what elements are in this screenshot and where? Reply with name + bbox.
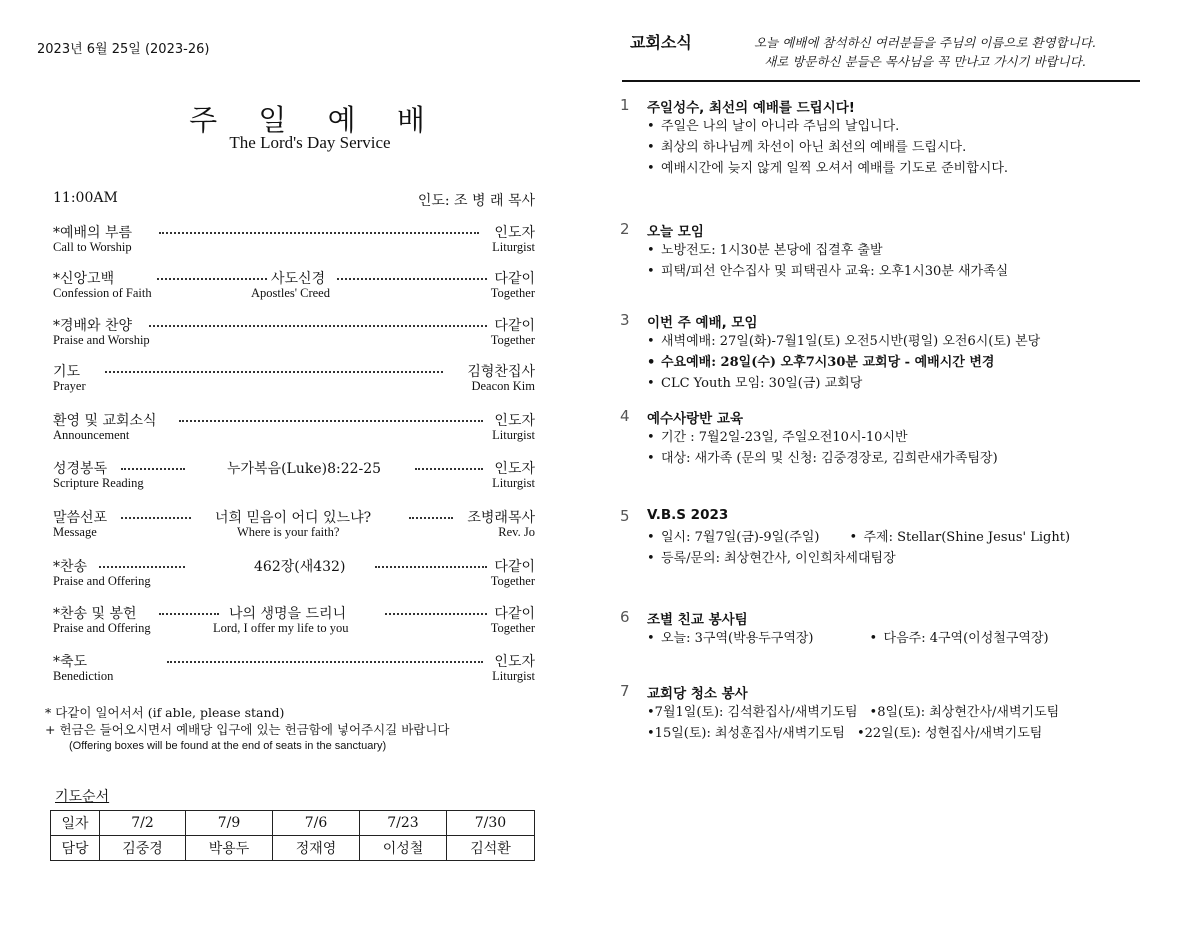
order-en: Benediction (53, 669, 114, 683)
order-mid-ko: 462장(새432) (254, 559, 346, 575)
order-ko: *찬송 및 봉헌 (53, 606, 137, 622)
order-ko: 말씀선포 (53, 510, 108, 526)
section-number: 7 (620, 682, 630, 700)
leader-dots (337, 278, 487, 280)
welcome-message (735, 33, 1115, 71)
table-cell: 김중경 (100, 836, 186, 861)
order-mid-en: Lord, I offer my life to you (213, 621, 349, 635)
section-heading: 오늘 모임 (647, 224, 704, 240)
table-cell: 박용두 (186, 836, 273, 861)
list-item: • 대상: 새가족 (문의 및 신청: 김중경장로, 김희란새가족팀장) (647, 451, 998, 466)
leader-dots (121, 517, 191, 519)
order-mid-ko: 사도신경 (271, 271, 326, 287)
service-notes (45, 704, 450, 755)
table-cell: 7/23 (360, 811, 447, 836)
order-right-ko: 다같이 (494, 559, 535, 575)
section-number: 4 (620, 407, 630, 425)
list-item: • 일시: 7월7일(금)-9일(주일) • 주제: Stellar(Shine Jesus' Light) (647, 530, 1071, 545)
order-right-en: Together (490, 621, 535, 635)
order-item-praise-worship (53, 315, 535, 355)
leader-dots (159, 232, 479, 234)
order-en: Confession of Faith (53, 286, 152, 300)
divider (622, 80, 1140, 82)
bulletin-date: 2023년 6월 25일 (2023-26) (37, 42, 210, 57)
order-right-en: Liturgist (492, 669, 535, 683)
service-time: 11:00AM (53, 190, 118, 206)
order-right-en: Rev. Jo (498, 525, 535, 539)
table-cell: 담당 (51, 836, 100, 861)
table-cell: 김석환 (447, 836, 535, 861)
order-ko: *축도 (53, 654, 88, 670)
order-ko: 기도 (53, 364, 81, 380)
table-cell: 7/6 (273, 811, 360, 836)
order-right-ko: 다같이 (494, 271, 535, 287)
section-heading: 예수사랑반 교육 (647, 411, 743, 427)
order-right-en: Liturgist (492, 476, 535, 490)
order-item-benediction (53, 651, 535, 691)
leader-dots (121, 468, 185, 470)
order-ko: 성경봉독 (53, 461, 108, 477)
order-item-message (53, 507, 535, 547)
next-week-team: 다음주: 4구역(이성철구역장) (883, 631, 1049, 646)
list-item: • 예배시간에 늦지 않게 일찍 오셔서 예배를 기도로 준비합시다. (647, 161, 1009, 176)
leader-dots (157, 278, 267, 280)
order-right-en: Together (490, 286, 535, 300)
vbs-theme: 주제: Stellar(Shine Jesus' Light) (863, 530, 1071, 545)
section-number: 1 (620, 96, 630, 114)
order-right-en: Liturgist (492, 428, 535, 442)
order-right-ko: 다같이 (494, 318, 535, 334)
service-title-english: The Lord's Day Service (229, 133, 391, 152)
table-cell: 7/30 (447, 811, 535, 836)
section-heading: 조별 친교 봉사팀 (647, 612, 748, 628)
section-heading: 주일성수, 최선의 예배를 드립시다! (647, 100, 855, 116)
order-mid-ko: 나의 생명을 드리니 (229, 606, 347, 622)
order-mid-ko: 누가복음(Luke)8:22-25 (227, 461, 382, 477)
note-offering-english: (Offering boxes will be found at the end of seats in the sanctuary) (69, 740, 387, 752)
order-ko: *찬송 (53, 559, 88, 575)
table-cell: 정재영 (273, 836, 360, 861)
order-right-ko: 인도자 (494, 413, 535, 429)
order-right-en: Together (490, 333, 535, 347)
order-en: Call to Worship (53, 240, 132, 254)
table-cell: 7/2 (100, 811, 186, 836)
order-en: Praise and Offering (53, 574, 151, 588)
order-en: Scripture Reading (53, 476, 144, 490)
table-row (51, 811, 535, 836)
list-item: • 수요예배: 28일(수) 오후7시30분 교회당 - 예배시간 변경 (647, 355, 995, 370)
section-number: 6 (620, 608, 630, 626)
list-item: • 새벽예배: 27일(화)-7월1일(토) 오전5시반(평일) 오전6시(토) 본당 (647, 334, 1041, 349)
order-right-ko: 인도자 (494, 225, 535, 241)
leader-dots (409, 517, 453, 519)
order-en: Praise and Worship (53, 333, 150, 347)
note-stand: * 다같이 일어서서 (if able, please stand) (45, 705, 285, 720)
order-ko: *경배와 찬양 (53, 318, 133, 334)
leader-dots (99, 566, 185, 568)
section-heading: 교회당 청소 봉사 (647, 686, 748, 702)
list-item: • 최상의 하나님께 차선이 아닌 최선의 예배를 드립시다. (647, 140, 967, 155)
service-leader: 인도: 조 병 래 목사 (417, 193, 535, 209)
table-cell: 일자 (51, 811, 100, 836)
order-item-prayer (53, 361, 535, 401)
order-right-ko: 다같이 (494, 606, 535, 622)
order-right-ko: 김형찬집사 (467, 364, 535, 380)
list-item: •7월1일(토): 김석환집사/새벽기도팀 •8일(토): 최상현간사/새벽기도팀 (647, 705, 1060, 720)
leader-dots (385, 613, 487, 615)
order-en: Prayer (53, 379, 86, 393)
prayer-schedule-title: 기도순서 (55, 789, 110, 805)
note-offering: + 헌금은 들어오시면서 예배당 입구에 있는 헌금함에 넣어주시길 바랍니다 (45, 722, 450, 737)
list-item: • CLC Youth 모임: 30일(금) 교회당 (647, 376, 863, 391)
list-item: • 피택/피선 안수집사 및 피택권사 교육: 오후1시30분 새가족실 (647, 264, 1009, 279)
order-item-confession (53, 268, 535, 308)
service-title-korean: 주 일 예 배 (189, 103, 431, 137)
leader-dots (167, 661, 483, 663)
order-item-hymn (53, 556, 535, 596)
leader-dots (179, 420, 483, 422)
order-ko: *예배의 부름 (53, 225, 133, 241)
table-row (51, 836, 535, 861)
list-item: • 주일은 나의 날이 아니라 주님의 날입니다. (647, 119, 900, 134)
order-ko: *신앙고백 (53, 271, 115, 287)
section-heading: V.B.S 2023 (647, 507, 729, 523)
order-item-scripture (53, 458, 535, 498)
list-item: • 등록/문의: 최상현간사, 이인희차세대팀장 (647, 551, 896, 566)
order-mid-en: Apostles' Creed (251, 286, 330, 300)
list-item: • 기간 : 7월2일-23일, 주일오전10시-10시반 (647, 430, 908, 445)
list-item: •15일(토): 최성훈집사/새벽기도팀 •22일(토): 성현집사/새벽기도팀 (647, 726, 1043, 741)
order-en: Message (53, 525, 97, 539)
list-item: • 오늘: 3구역(박용두구역장) • 다음주: 4구역(이성철구역장) (647, 631, 1049, 646)
leader-dots (159, 613, 219, 615)
leader-dots (375, 566, 487, 568)
leader-dots (415, 468, 483, 470)
section-number: 5 (620, 507, 630, 525)
order-mid-en: Where is your faith? (237, 525, 340, 539)
order-right-ko: 인도자 (494, 461, 535, 477)
table-cell: 7/9 (186, 811, 273, 836)
prayer-schedule-table (50, 810, 535, 861)
leader-dots (149, 325, 487, 327)
order-item-call-to-worship (53, 222, 535, 262)
order-en: Announcement (53, 428, 130, 442)
order-ko: 환영 및 교회소식 (53, 413, 157, 429)
welcome-line-1: 오늘 예배에 참석하신 여러분들을 주님의 이름으로 환영합니다. (754, 35, 1096, 50)
order-right-en: Deacon Kim (471, 379, 535, 393)
order-en: Praise and Offering (53, 621, 151, 635)
order-right-ko: 조병래목사 (467, 510, 535, 526)
list-item: • 노방전도: 1시30분 본당에 집결후 출발 (647, 243, 883, 258)
order-right-ko: 인도자 (494, 654, 535, 670)
order-item-announcement (53, 410, 535, 450)
order-item-offering (53, 603, 535, 643)
section-number: 3 (620, 311, 630, 329)
order-right-en: Liturgist (492, 240, 535, 254)
order-mid-ko: 너희 믿음이 어디 있느냐? (215, 510, 372, 526)
section-number: 2 (620, 220, 630, 238)
section-heading: 이번 주 예배, 모임 (647, 315, 758, 331)
order-right-en: Together (490, 574, 535, 588)
news-title: 교회소식 (630, 33, 692, 52)
welcome-line-2: 새로 방문하신 분들은 목사님을 꼭 만나고 가시기 바랍니다. (764, 54, 1086, 69)
leader-dots (105, 371, 443, 373)
table-cell: 이성철 (360, 836, 447, 861)
